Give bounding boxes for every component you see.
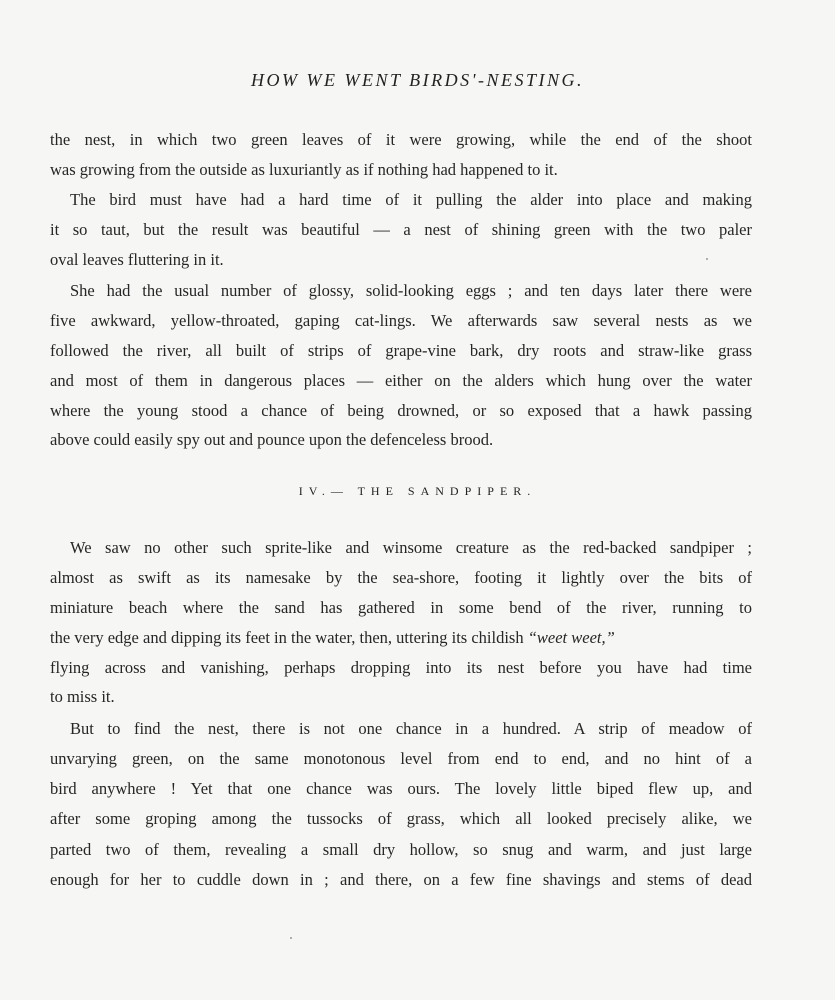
text-line (50, 628, 752, 648)
text-line: was growing from the outside as luxuriantly as if nothing had happened to it. (50, 160, 558, 179)
text-line: parted two of them, revealing a small dry hollow, so snug and warm, and just large (50, 840, 752, 859)
paper-speck (706, 258, 708, 260)
text-line: flying across and vanishing, perhaps dropping into its nest before you have had time (50, 658, 752, 677)
text-line: to miss it. (50, 687, 115, 706)
quoted-call: “weet weet,” (527, 628, 615, 647)
text-line: above could easily spy out and pounce upon the defenceless brood. (50, 430, 494, 449)
text-line-segment: the very edge and dipping its feet in the water, then, uttering its childish (50, 628, 524, 647)
text-line: The bird must have had a hard time of it pulling the alder into place and making (70, 190, 752, 209)
text-line: oval leaves fluttering in it. (50, 250, 224, 269)
text-line: enough for her to cuddle down in ; and there, on a few fine shavings and stems of dead (50, 870, 752, 889)
text-line: miniature beach where the sand has gathered in some bend of the river, running to (50, 598, 752, 617)
section-heading: IV.— THE SANDPIPER. (298, 484, 537, 498)
running-head: HOW WE WENT BIRDS'-NESTING. (251, 70, 584, 90)
paper-speck (290, 937, 292, 939)
text-line: bird anywhere ! Yet that one chance was ours. The lovely little biped flew up, and (50, 779, 752, 798)
text-line: five awkward, yellow-throated, gaping cat-lings. We afterwards saw several nests as we (50, 311, 752, 330)
text-line: and most of them in dangerous places — either on the alders which hung over the water (50, 371, 752, 390)
text-line: unvarying green, on the same monotonous level from end to end, and no hint of a (50, 749, 752, 768)
text-line: We saw no other such sprite-like and winsome creature as the red-backed sandpiper ; (70, 538, 752, 557)
text-line: it so taut, but the result was beautiful — a nest of shining green with the two paler (50, 220, 752, 239)
text-line: the nest, in which two green leaves of it were growing, while the end of the shoot (50, 130, 752, 149)
text-line: where the young stood a chance of being drowned, or so exposed that a hawk passing (50, 401, 752, 420)
text-line: after some groping among the tussocks of grass, which all looked precisely alike, we (50, 809, 752, 828)
text-line: She had the usual number of glossy, solid-looking eggs ; and ten days later there were (70, 281, 752, 300)
text-line: followed the river, all built of strips of grape-vine bark, dry roots and straw-like grass (50, 341, 752, 360)
text-line: almost as swift as its namesake by the sea-shore, footing it lightly over the bits of (50, 568, 752, 587)
text-line: But to find the nest, there is not one chance in a hundred. A strip of meadow of (70, 719, 752, 738)
